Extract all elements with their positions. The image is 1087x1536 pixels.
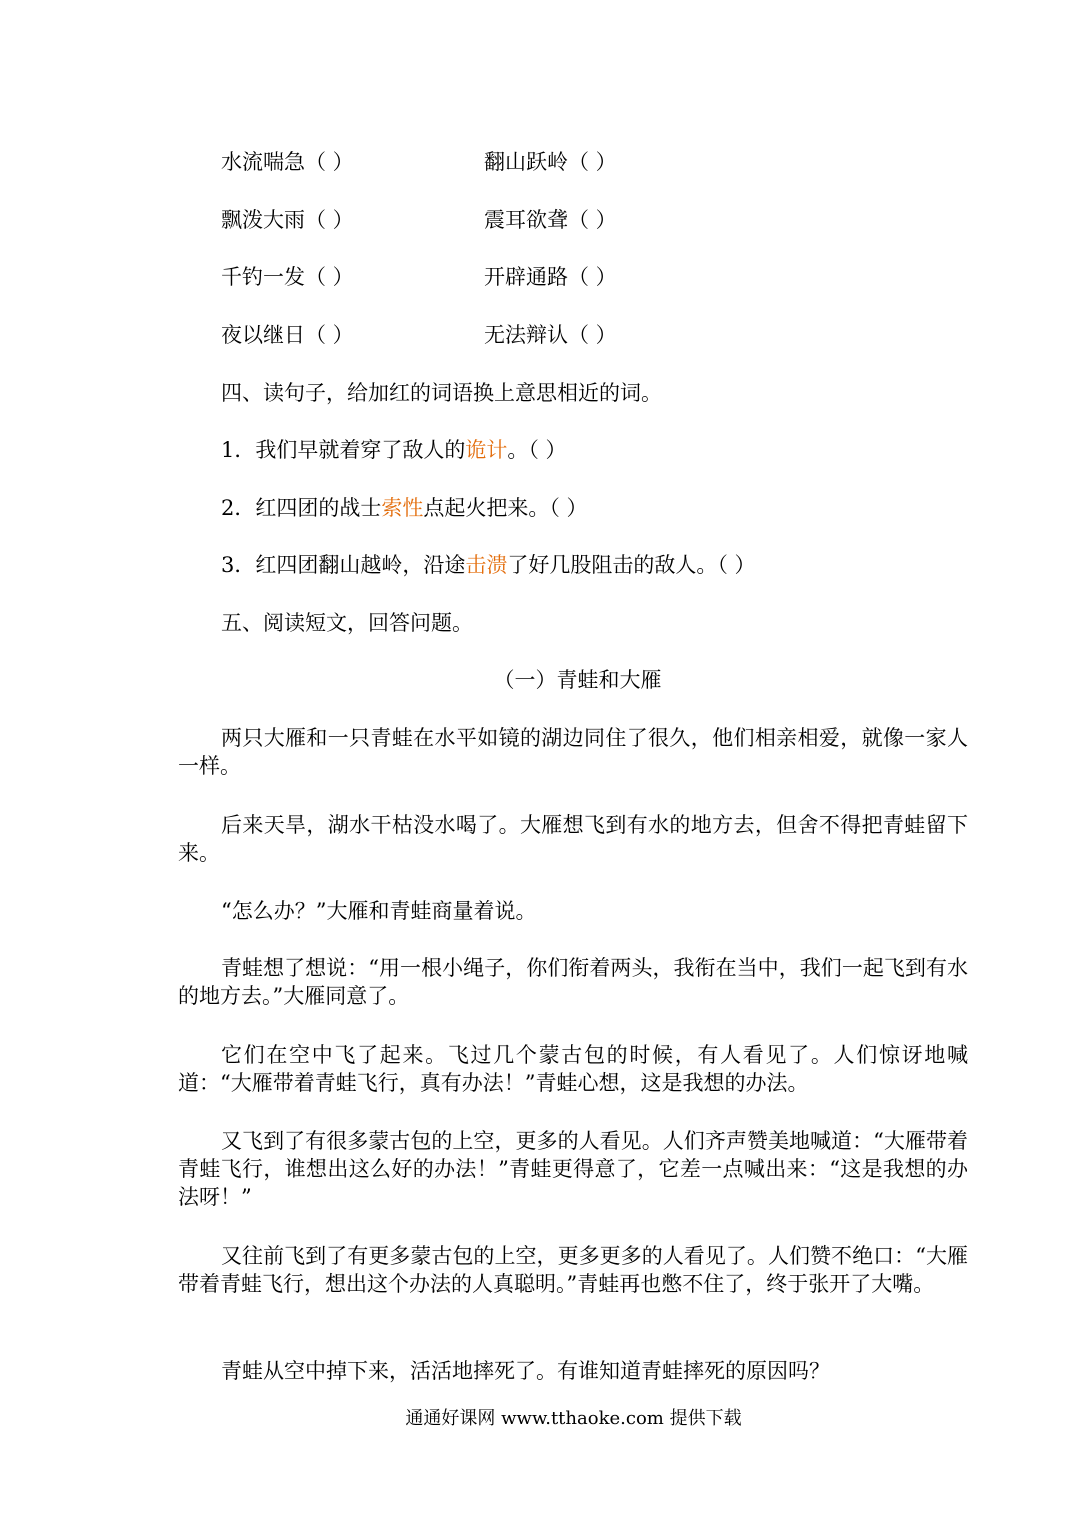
- story-paragraph: 后来天旱，湖水干枯没水喝了。大雁想飞到有水的地方去，但舍不得把青蛙留下来。: [178, 813, 968, 865]
- idiom-left: 千钓一发（ ）: [221, 265, 354, 289]
- story-paragraph: 又往前飞到了有更多蒙古包的上空，更多更多的人看见了。人们赞不绝口：“大雁带着青蛙飞行，想出这个办法的人真聪明。”青蛙再也憋不住了，终于张开了大嘴。: [178, 1244, 968, 1296]
- question-text: 1．我们早就着穿了敌人的: [221, 438, 466, 462]
- idiom-right: 开辟通路（ ）: [484, 265, 617, 289]
- page-footer: 通通好课网 www.tthaoke.com 提供下载: [405, 1408, 742, 1429]
- story-paragraph: 青蛙想了想说：“用一根小绳子，你们衔着两头，我衔在当中，我们一起飞到有水的地方去。”大雁同意了。: [178, 956, 968, 1008]
- story-title: （一）青蛙和大雁: [493, 668, 662, 692]
- story-paragraph: 两只大雁和一只青蛙在水平如镜的湖边同住了很久，他们相亲相爱，就像一家人一样。: [178, 726, 968, 778]
- question-item: [221, 551, 756, 579]
- question-text: 3．红四团翻山越岭，沿途: [221, 553, 466, 577]
- idiom-left: 水流喘急（ ）: [221, 150, 354, 174]
- story-paragraph: 又飞到了有很多蒙古包的上空，更多的人看见。人们齐声赞美地喊道：“大雁带着青蛙飞行，谁想出这么好的办法！”青蛙更得意了，它差一点喊出来：“这是我想的办法呀！”: [178, 1129, 968, 1209]
- highlighted-word: 诡计: [465, 438, 508, 462]
- question-item: [221, 494, 588, 522]
- section-heading: 四、读句子，给加红的词语换上意思相近的词。: [221, 381, 662, 405]
- highlighted-word: 击溃: [465, 553, 508, 577]
- question-item: [221, 436, 567, 464]
- idiom-left: 夜以继日（ ）: [221, 323, 354, 347]
- story-paragraph: 它们在空中飞了起来。飞过几个蒙古包的时候，有人看见了。人们惊讶地喊道：“大雁带着青蛙飞行，真有办法！”青蛙心想，这是我想的办法。: [178, 1043, 968, 1095]
- section-heading: 五、阅读短文，回答问题。: [221, 611, 473, 635]
- question-text: 了好几股阻击的敌人。（ ）: [507, 553, 756, 577]
- highlighted-word: 索性: [381, 496, 424, 520]
- idiom-right: 翻山跃岭（ ）: [484, 150, 617, 174]
- idiom-right: 震耳欲聋（ ）: [484, 208, 617, 232]
- question-text: 。（ ）: [507, 438, 567, 462]
- idiom-left: 飘泼大雨（ ）: [221, 208, 354, 232]
- story-paragraph: “怎么办？”大雁和青蛙商量着说。: [221, 899, 537, 923]
- story-paragraph: 青蛙从空中掉下来，活活地摔死了。有谁知道青蛙摔死的原因吗？: [221, 1359, 830, 1383]
- idiom-right: 无法辩认（ ）: [484, 323, 617, 347]
- question-text: 2．红四团的战士: [221, 496, 382, 520]
- question-text: 点起火把来。（ ）: [423, 496, 588, 520]
